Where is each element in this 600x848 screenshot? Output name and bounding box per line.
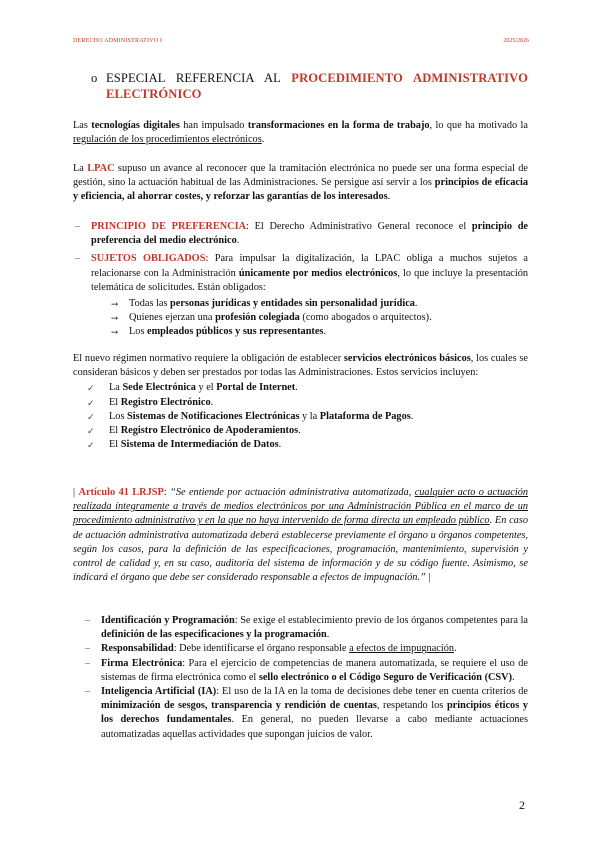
- intro-paragraph: Las tecnologías digitales han impulsado transformaciones en la forma de trabajo, lo que ha motivado la regulación de los procedimientos electrónicos.: [73, 120, 528, 146]
- check-icon: ✓: [87, 383, 95, 394]
- page-number: 2: [519, 798, 525, 812]
- list-item: ✓ Los Sistemas de Notificaciones Electrónicas y la Plataforma de Pagos.: [73, 410, 528, 424]
- arrow-icon: ➙: [111, 299, 119, 310]
- article-label: Artículo 41 LRJSP: [78, 487, 164, 498]
- check-icon: ✓: [87, 440, 95, 451]
- list-item: ✓ El Registro Electrónico.: [73, 396, 528, 410]
- heading-bullet: o: [91, 71, 98, 85]
- list-item: – PRINCIPIO DE PREFERENCIA: El Derecho Administrativo General reconoce el principio de preferencia del medio electrónico.: [75, 221, 528, 247]
- arrow-icon: ➙: [111, 327, 119, 338]
- principles-list: [73, 220, 528, 340]
- heading-prefix: ESPECIAL REFERENCIA AL: [106, 71, 292, 85]
- list-item: – Inteligencia Artificial (IA): El uso de la IA en la toma de decisiones debe tener en cuenta criterios de minimización de sesgos, transparencia y rendición de cuentas, respetando los principios éticos y los derechos fundamentales. En general, no pueden llevarse a cabo mediante actuaciones automatizadas aquellas actividades que supongan juicios de valor.: [85, 686, 529, 740]
- services-paragraph: El nuevo régimen normativo requiere la obligación de establecer servicios electrónicos básicos, los cuales se consideran básicos y deben ser prestados por todas las Administraciones. Estos servicios incluyen: ✓ La Sede Electrónica y el Portal de Internet. ✓ El Registro Electrónico. ✓ Los Sistemas de Notificaciones Electrónicas y la Plataforma de Pagos. ✓ El Registro Electrónico de Apoderamientos. ✓ El Sistema de Intermediación de Datos.: [73, 352, 528, 452]
- check-icon: ✓: [87, 411, 95, 422]
- heading-highlight-1: PROCEDIMIENTO ADMINISTRATIVO: [291, 71, 528, 85]
- lpac-paragraph: La LPAC supuso un avance al reconocer que la tramitación electrónica no puede ser una forma especial de gestión, sino la actuación habitual de las Administraciones. Se persigue así servir a los principios de eficacia y eficiencia, al ahorrar costes, y reforzar las garantías de los interesados.: [73, 163, 528, 203]
- article-41-quote: | Artículo 41 LRJSP: “Se entiende por actuación administrativa automatizada, cualquier acto o actuación realizada íntegramente a través de medios electrónicos por una Administración Pública en el marco de un procedimiento administrativo y en la que no haya intervenido de forma directa un empleado público. En caso de actuación administrativa automatizada deberá establecerse previamente el órgano u órganos competentes, según los casos, para la definición de las especificaciones, programación, mantenimiento, supervisión y control de calidad y, en su caso, auditoría del sistema de información y de su código fuente. Asimismo, se indicará el órgano que debe ser considerado responsable a efectos de impugnación.” |: [73, 487, 528, 584]
- check-icon: ✓: [87, 397, 95, 408]
- section-heading: [91, 70, 528, 102]
- check-icon: ✓: [87, 426, 95, 437]
- header-year: 2025/2026: [503, 38, 529, 44]
- list-item: ✓ El Sistema de Intermediación de Datos.: [73, 438, 528, 452]
- principle-title: SUJETOS OBLIGADOS: [91, 253, 206, 265]
- list-item: ✓ La Sede Electrónica y el Portal de Internet.: [73, 381, 528, 395]
- list-item: ✓ El Registro Electrónico de Apoderamientos.: [73, 424, 528, 438]
- arrow-icon: ➙: [111, 313, 119, 324]
- principle-title: PRINCIPIO DE PREFERENCIA: [91, 221, 247, 232]
- heading-highlight-2: ELECTRÓNICO: [106, 87, 202, 101]
- list-item: ➙ Quienes ejerzan una profesión colegiada (como abogados o arquitectos).: [73, 311, 528, 325]
- header-course-title: DERECHO ADMINISTRATIVO I: [73, 38, 163, 44]
- requirements-list: [73, 614, 528, 742]
- list-item: – SUJETOS OBLIGADOS: Para impulsar la digitalización, la LPAC obliga a muchos sujetos a relacionarse con la Administración únicamente por medios electrónicos, lo que incluye la presentación telemática de solicitudes. Están obligados:: [75, 253, 529, 293]
- list-item: – Firma Electrónica: Para el ejercicio de competencias de manera automatizada, se requiere el uso de sistemas de firma electrónica como el sello electrónico o el Código Seguro de Verificación (CSV).: [85, 657, 528, 683]
- lpac-term: LPAC: [87, 163, 115, 174]
- list-item: ➙ Los empleados públicos y sus representantes.: [73, 325, 528, 339]
- list-item: – Identificación y Programación: Se exige el establecimiento previo de los órganos competentes para la definición de las especificaciones y la programación.: [85, 615, 529, 641]
- list-item: ➙ Todas las personas jurídicas y entidades sin personalidad jurídica.: [73, 297, 528, 311]
- list-item: – Responsabilidad: Debe identificarse el órgano responsable a efectos de impugnación.: [85, 643, 457, 655]
